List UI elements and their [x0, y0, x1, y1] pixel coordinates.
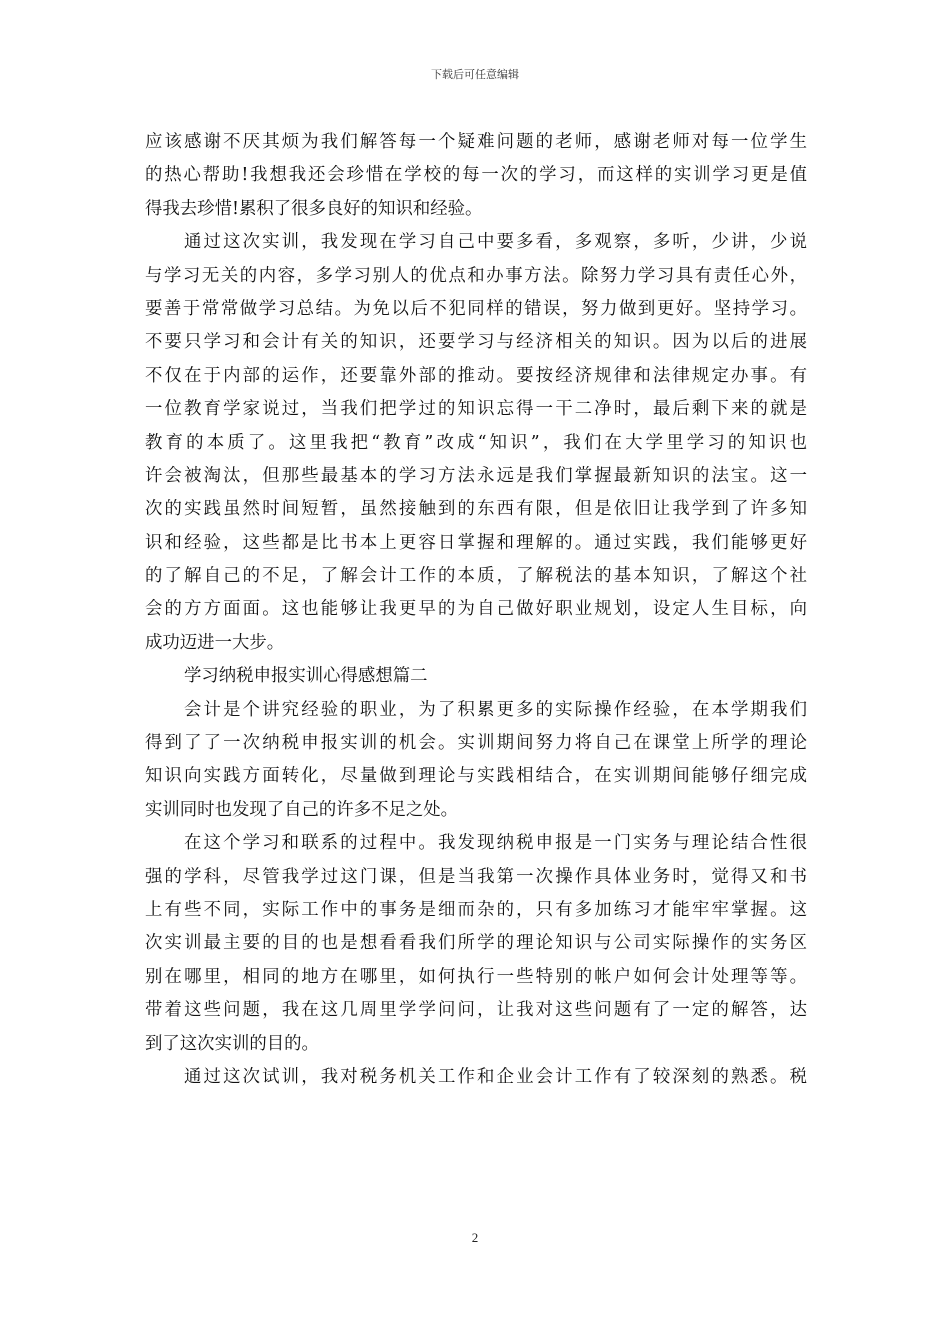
text-line: 的了解自己的不足，了解会计工作的本质，了解税法的基本知识，了解这个社 — [145, 566, 807, 587]
text-line: 得我去珍惜!累积了很多良好的知识和经验。 — [145, 198, 483, 219]
text-line: 知识向实践方面转化，尽量做到理论与实践相结合，在实训期间能够仔细完成 — [145, 766, 807, 787]
text-line: 强的学科，尽管我学过这门课，但是当我第一次操作具体业务时，觉得又和书 — [145, 866, 807, 887]
text-line: 次实训最主要的目的也是想看看我们所学的理论知识与公司实际操作的实务区 — [145, 933, 807, 954]
text-line: 许会被淘汰，但那些最基本的学习方法永远是我们掌握最新知识的法宝。这一 — [145, 465, 807, 486]
paragraph-start-line: 在这个学习和联系的过程中。我发现纳税申报是一门实务与理论结合性很 — [184, 833, 807, 854]
page-number: 2 — [471, 1230, 479, 1245]
text-line: 应该感谢不厌其烦为我们解答每一个疑难问题的老师，感谢老师对每一位学生 — [145, 132, 807, 152]
text-line: 识和经验，这些都是比书本上更容日掌握和理解的。通过实践，我们能够更好 — [145, 532, 807, 553]
text-line: 要善于常常做学习总结。为免以后不犯同样的错误，努力做到更好。坚持学习。 — [145, 298, 807, 319]
text-line: 成功迈进一大步。 — [145, 632, 285, 653]
paragraph-start-line: 通过这次实训，我发现在学习自己中要多看，多观察，多听，少讲，少说 — [184, 232, 807, 253]
text-line: 不仅在于内部的运作，还要靠外部的推动。要按经济规律和法律规定办事。有 — [145, 365, 807, 386]
text-line: 的热心帮助!我想我还会珍惜在学校的每一次的学习，而这样的实训学习更是值 — [145, 165, 807, 186]
text-line: 得到了了一次纳税申报实训的机会。实训期间努力将自己在课堂上所学的理论 — [145, 733, 807, 754]
text-line: 别在哪里，相同的地方在哪里，如何执行一些特别的帐户如何会计处理等等。 — [145, 966, 807, 987]
text-line: 到了这次实训的目的。 — [145, 1033, 319, 1054]
text-line: 带着这些问题，我在这几周里学学问问，让我对这些问题有了一定的解答，达 — [145, 1000, 807, 1021]
text-line: 会的方方面面。这也能够让我更早的为自己做好职业规划，设定人生目标，向 — [145, 599, 807, 620]
text-line: 教育的本质了。这里我把“教育”改成“知识”，我们在大学里学习的知识也 — [145, 432, 807, 453]
text-line: 一位教育学家说过，当我们把学过的知识忘得一干二净时，最后剩下来的就是 — [145, 399, 807, 420]
text-line: 不要只学习和会计有关的知识，还要学习与经济相关的知识。因为以后的进展 — [145, 332, 807, 353]
body-text — [145, 126, 807, 1094]
text-line: 上有些不同，实际工作中的事务是细而杂的，只有多加练习才能牢牢掌握。这 — [145, 899, 807, 920]
section-heading: 学习纳税申报实训心得感想篇二 — [184, 666, 428, 687]
text-line: 与学习无关的内容，多学习别人的优点和办事方法。除努力学习具有责任心外， — [145, 265, 807, 286]
text-line: 实训同时也发现了自己的许多不足之处。 — [145, 799, 459, 820]
paragraph-start-line: 会计是个讲究经验的职业，为了积累更多的实际操作经验，在本学期我们 — [184, 699, 807, 720]
text-line: 次的实践虽然时间短暂，虽然接触到的东西有限，但是依旧让我学到了许多知 — [145, 499, 807, 520]
paragraph-start-line: 通过这次试训，我对税务机关工作和企业会计工作有了较深刻的熟悉。税 — [184, 1066, 807, 1087]
page-header: 下载后可任意编辑 — [431, 68, 519, 81]
